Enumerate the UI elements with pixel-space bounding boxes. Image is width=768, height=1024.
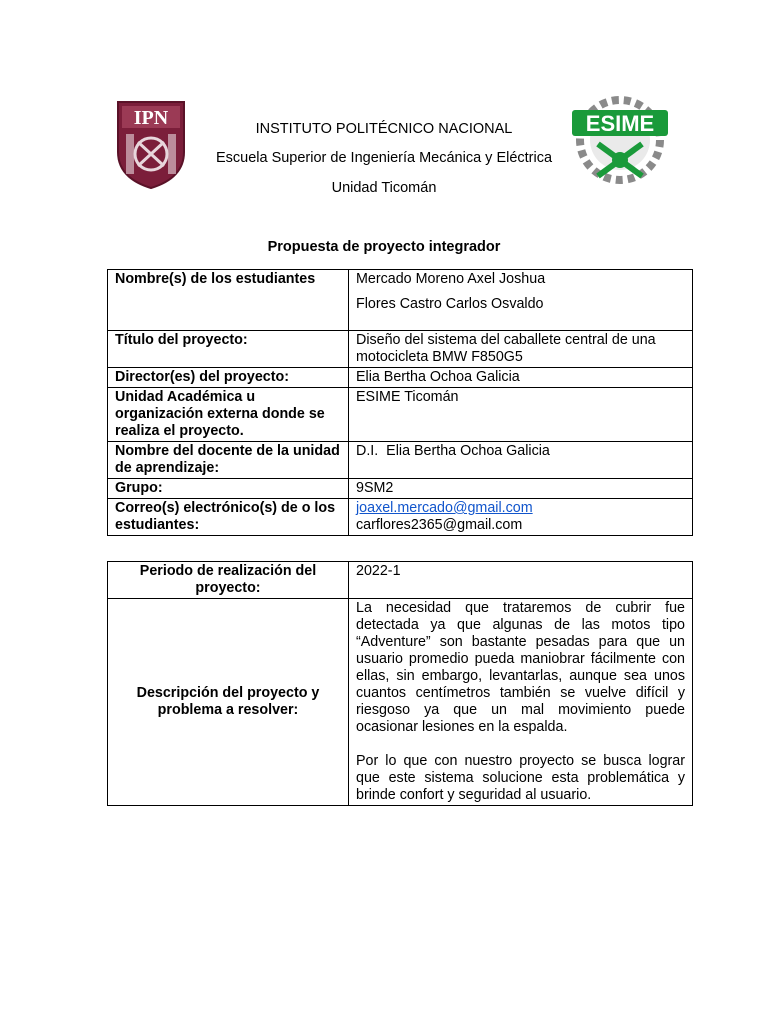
- period-label: Periodo de realización del proyecto:: [108, 562, 349, 599]
- teacher-label: Nombre del docente de la unidad de aprendizaje:: [108, 442, 349, 479]
- school-name: Escuela Superior de Ingeniería Mecánica y Eléctrica: [215, 150, 553, 166]
- svg-text:IPN: IPN: [133, 107, 169, 129]
- svg-text:ESIME: ESIME: [585, 111, 655, 136]
- table-row: [108, 562, 693, 599]
- students-value: [349, 270, 693, 331]
- students-label: Nombre(s) de los estudiantes: [108, 270, 349, 331]
- unit-name: Unidad Ticomán: [331, 180, 437, 196]
- title-label: Título del proyecto:: [108, 331, 349, 368]
- description-paragraph-2: Por lo que con nuestro proyecto se busca lograr que este sistema solucione esta problemática y brinde confort y seguridad al usuario.: [356, 753, 685, 803]
- document-title: Propuesta de proyecto integrador: [267, 239, 501, 255]
- table-row: [108, 479, 693, 499]
- institution-name: INSTITUTO POLITÉCNICO NACIONAL: [255, 121, 513, 137]
- email-label: Correo(s) electrónico(s) de o los estudiantes:: [108, 499, 349, 536]
- director-label: Director(es) del proyecto:: [108, 368, 349, 388]
- esime-logo: [568, 92, 672, 188]
- teacher-value: D.I. Elia Bertha Ochoa Galicia: [349, 442, 693, 479]
- table-row: [108, 499, 693, 536]
- student-1: Mercado Moreno Axel Joshua: [356, 271, 546, 287]
- student-2: Flores Castro Carlos Osvaldo: [356, 296, 544, 312]
- description-paragraph-1: La necesidad que trataremos de cubrir fue detectada ya que algunas de las motos tipo “Adventure” son bastante pesadas para que un usuario promedio pueda maniobrar fácilmente con ellas, sin embargo, levantarlas, aunque sea unos cuantos centímetros también se vuelve difícil y riesgoso ya que un mal movimiento puede ocasionar lesiones en la espalda.: [356, 600, 685, 735]
- table-row: [108, 599, 693, 806]
- director-value: Elia Bertha Ochoa Galicia: [349, 368, 693, 388]
- table-row: [108, 442, 693, 479]
- project-info-table: [107, 269, 693, 536]
- table-row: [108, 388, 693, 442]
- email-2: carflores2365@gmail.com: [356, 517, 523, 533]
- ipn-logo: [112, 92, 190, 190]
- group-value: 9SM2: [349, 479, 693, 499]
- period-value: 2022-1: [349, 562, 693, 599]
- table-row: [108, 368, 693, 388]
- table-row: [108, 331, 693, 368]
- group-label: Grupo:: [108, 479, 349, 499]
- title-value: Diseño del sistema del caballete central de una motocicleta BMW F850G5: [349, 331, 693, 368]
- description-label: Descripción del proyecto y problema a resolver:: [108, 599, 349, 806]
- description-value: [349, 599, 693, 806]
- table-row: [108, 270, 693, 331]
- email-values: [349, 499, 693, 536]
- unit-label: Unidad Académica u organización externa donde se realiza el proyecto.: [108, 388, 349, 442]
- project-description-table: [107, 561, 693, 806]
- email-link-1[interactable]: joaxel.mercado@gmail.com: [356, 500, 533, 516]
- unit-value: ESIME Ticomán: [349, 388, 693, 442]
